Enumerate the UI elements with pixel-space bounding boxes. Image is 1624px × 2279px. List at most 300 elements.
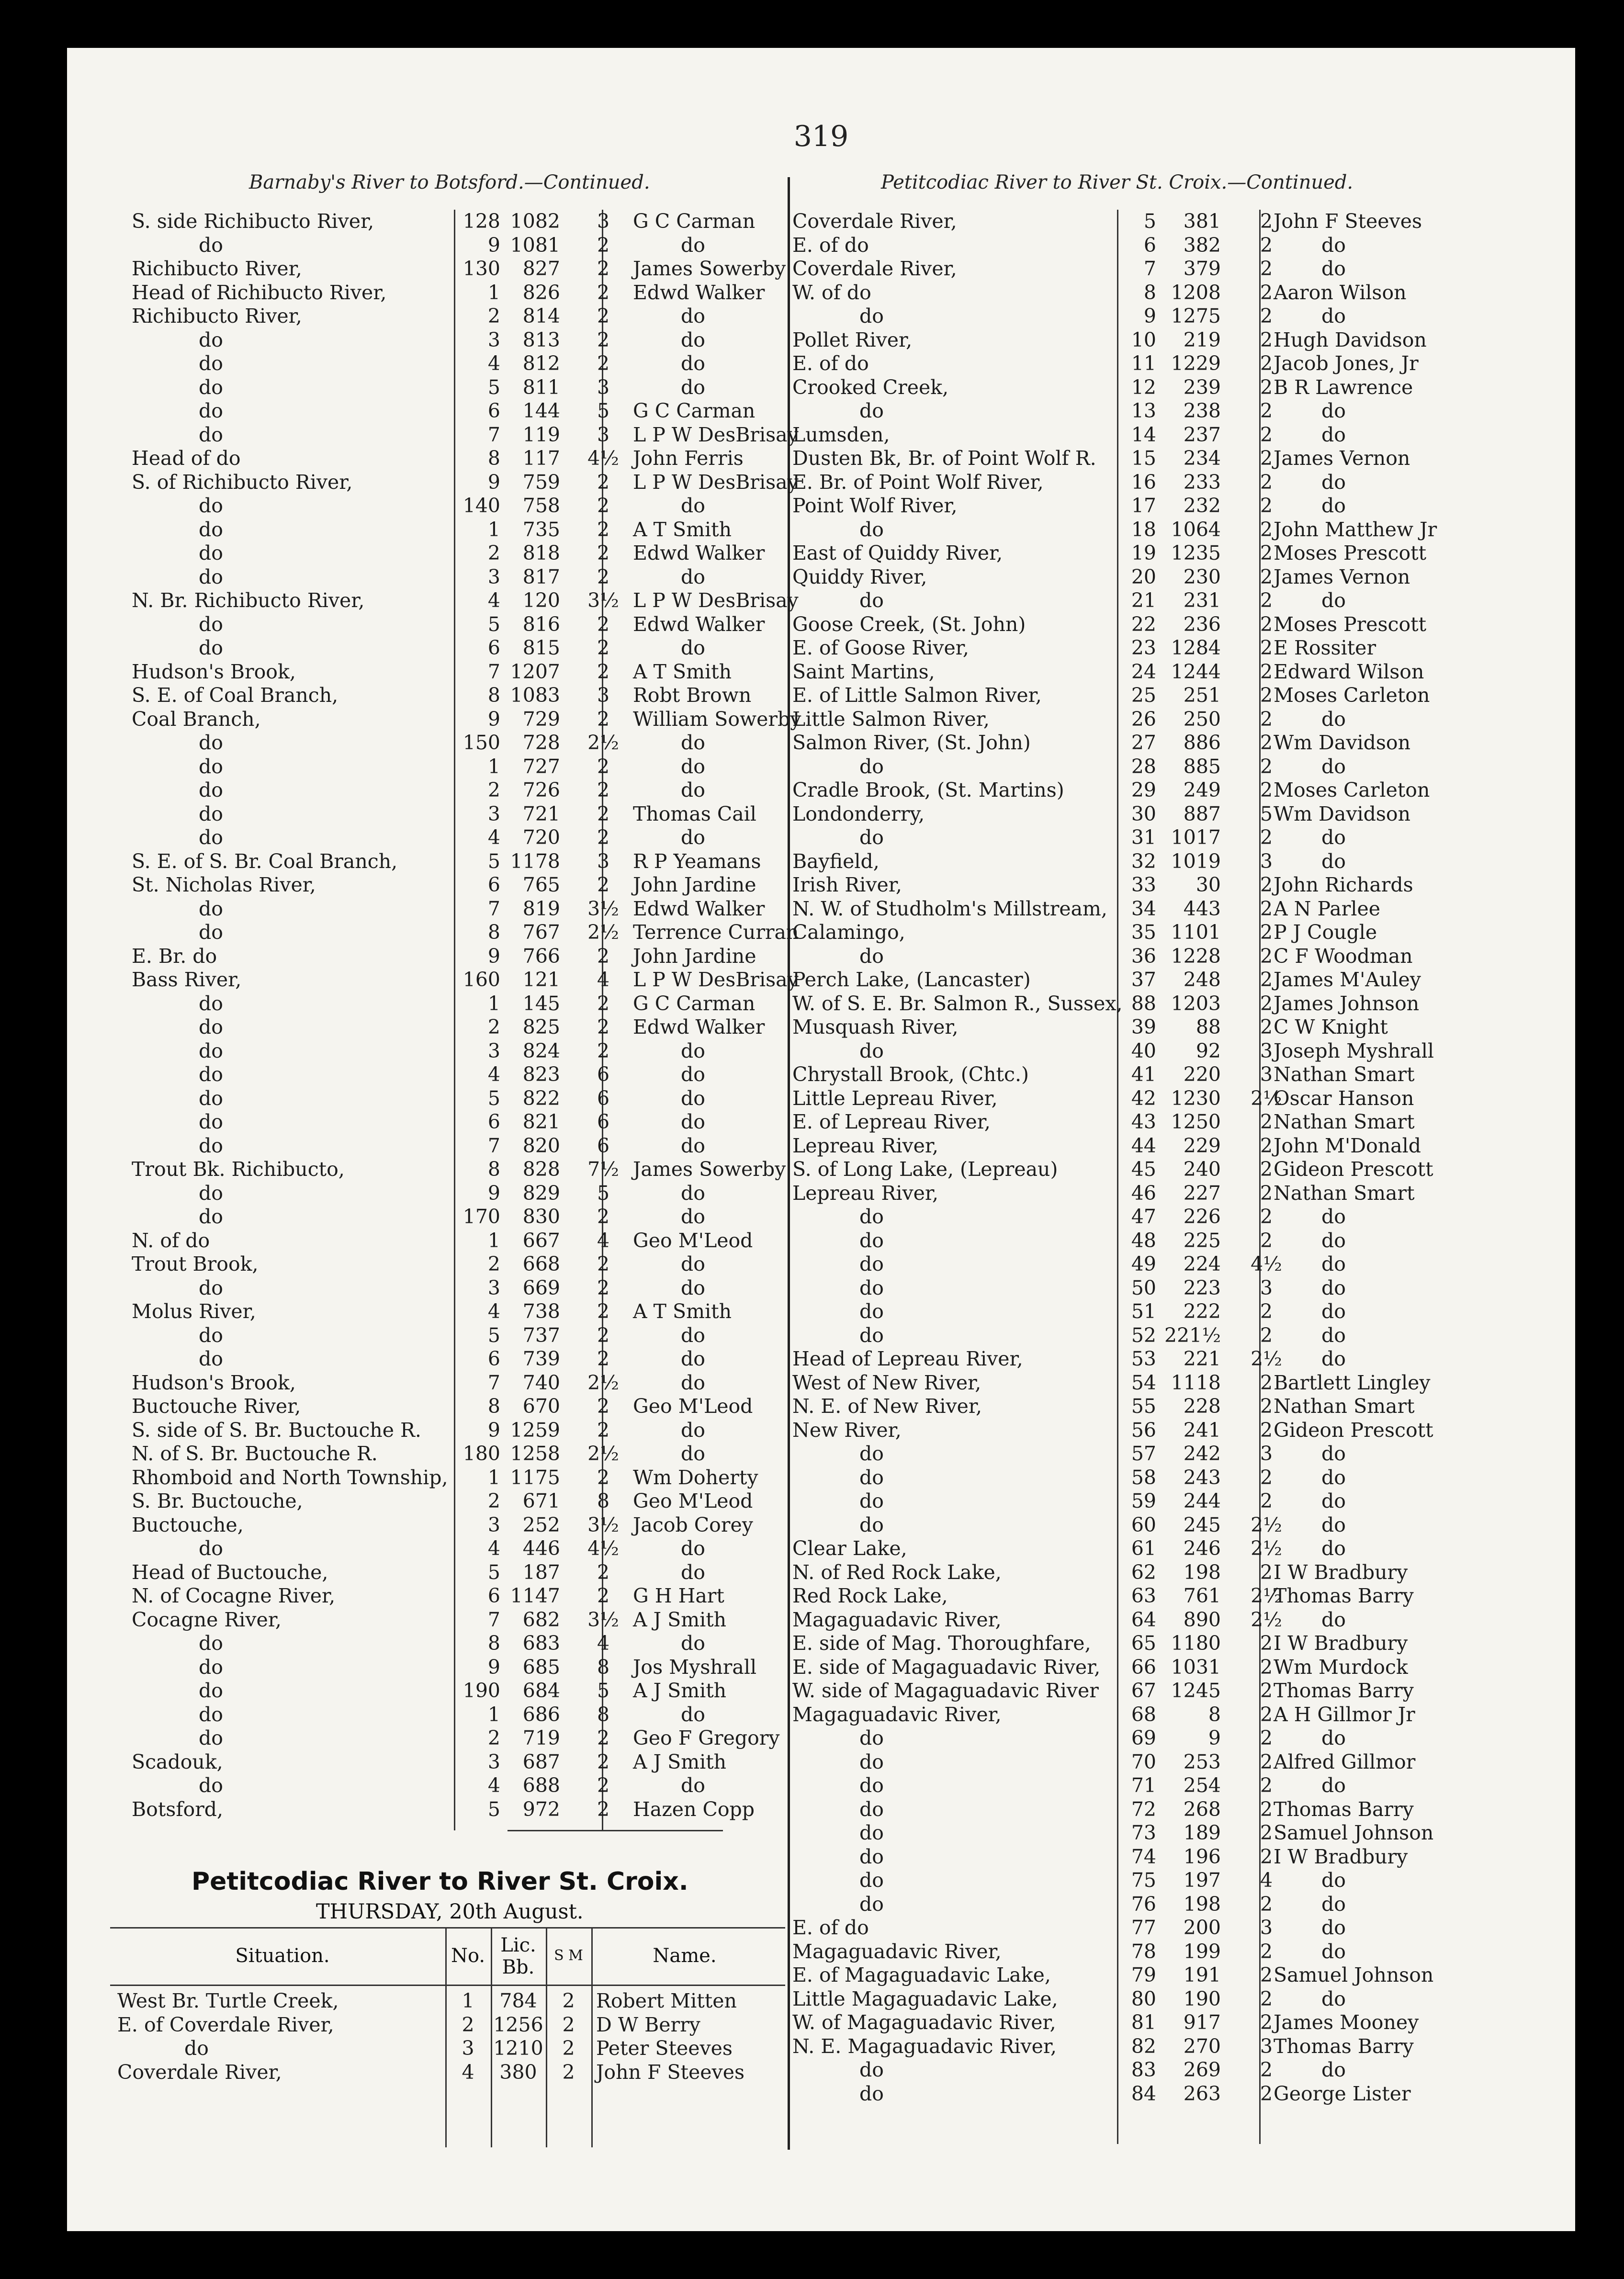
square-miles: 2 (597, 1300, 610, 1323)
licensee-name: Gideon Prescott (1274, 1418, 1433, 1442)
lot-number: 59 (1131, 1489, 1156, 1512)
licensee-name: Alfred Gillmor (1274, 1750, 1416, 1773)
register-row (67, 1324, 1575, 1347)
lot-number: 28 (1131, 755, 1156, 778)
situation: do (199, 802, 223, 825)
lot-number: 75 (1131, 1869, 1156, 1892)
lot-number: 66 (1131, 1655, 1156, 1679)
situation: do (859, 1726, 884, 1749)
situation: do (184, 2037, 209, 2060)
licensee-name: do (681, 1442, 705, 1465)
lot-number: 1 (487, 1466, 500, 1489)
license-book: 243 (1183, 1466, 1221, 1489)
license-book: 88 (1195, 1015, 1221, 1038)
square-miles: 2 (597, 305, 610, 327)
licensee-name: do (681, 328, 705, 351)
license-book: 668 (522, 1252, 560, 1275)
situation: Goose Creek, (St. John) (792, 612, 1026, 636)
licensee-name: do (681, 1086, 705, 1110)
situation: Rhomboid and North Township, (132, 1466, 448, 1489)
license-book: 735 (522, 518, 560, 541)
licensee-name: James Sowerby (633, 1158, 786, 1181)
situation: do (199, 494, 223, 517)
square-miles: 2 (1260, 470, 1273, 494)
register-row (67, 636, 1575, 660)
situation: Musquash River, (792, 1015, 959, 1038)
situation: do (199, 565, 223, 588)
square-miles: 2 (1260, 423, 1273, 446)
license-book: 825 (522, 1015, 560, 1038)
situation: do (199, 612, 223, 636)
situation: do (859, 1489, 884, 1512)
register-row (67, 873, 1575, 897)
license-book: 200 (1183, 1916, 1221, 1939)
lot-number: 9 (487, 944, 500, 968)
licensee-name: I W Bradbury (1274, 1632, 1408, 1655)
lot-number: 30 (1131, 802, 1156, 825)
lot-number: 37 (1131, 968, 1156, 991)
license-book: 685 (522, 1655, 560, 1679)
header-name: Name. (653, 1945, 717, 1967)
lot-number: 81 (1131, 2011, 1156, 2034)
situation: Magaguadavic River, (792, 1608, 1002, 1631)
square-miles: 2 (597, 352, 610, 375)
license-book: 254 (1183, 1774, 1221, 1797)
licensee-name: do (681, 1134, 705, 1157)
license-book: 1064 (1171, 518, 1221, 541)
licensee-name: do (681, 731, 705, 754)
register-row (67, 945, 1575, 968)
square-miles: 6 (597, 1086, 610, 1110)
licensee-name: do (1321, 399, 1346, 422)
square-miles: 2 (1260, 897, 1273, 920)
licensee-name: Edwd Walker (633, 612, 765, 636)
lot-number: 25 (1131, 684, 1156, 707)
license-book: 686 (522, 1703, 560, 1726)
situation: Salmon River, (St. John) (792, 731, 1031, 754)
licensee-name: do (681, 1276, 705, 1299)
situation: do (859, 399, 884, 422)
lot-number: 15 (1131, 447, 1156, 470)
square-miles: 2 (1260, 944, 1273, 968)
license-book: 813 (522, 328, 560, 351)
situation: Head of Richibucto River, (132, 281, 387, 304)
license-book: 189 (1183, 1821, 1221, 1844)
licensee-name: John Jardine (633, 873, 756, 896)
licensee-name: James Vernon (1274, 565, 1410, 588)
square-miles: 2½ (587, 1371, 619, 1394)
licensee-name: do (1321, 423, 1346, 446)
lot-number: 140 (462, 494, 500, 517)
register-row (67, 1513, 1575, 1537)
register-row (67, 1252, 1575, 1276)
register-row (67, 1395, 1575, 1418)
situation: do (199, 233, 223, 257)
square-miles: 2 (597, 1560, 610, 1584)
license-book: 250 (1183, 707, 1221, 731)
license-book: 119 (522, 423, 560, 446)
situation: do (859, 2082, 884, 2105)
situation: Little Lepreau River, (792, 1086, 998, 1110)
situation: do (859, 1442, 884, 1465)
register-row (67, 1276, 1575, 1300)
license-book: 1082 (510, 210, 560, 233)
licensee-name: Nathan Smart (1274, 1110, 1415, 1133)
license-book: 687 (522, 1750, 560, 1773)
licensee-name: Terrence Curran (633, 921, 799, 944)
lot-number: 128 (462, 210, 500, 233)
situation: do (199, 1181, 223, 1205)
square-miles: 2 (597, 1205, 610, 1228)
situation: do (859, 1039, 884, 1062)
license-book: 379 (1183, 257, 1221, 280)
licensee-name: John Ferris (633, 447, 744, 470)
situation: Head of Buctouche, (132, 1560, 328, 1584)
register-page (67, 48, 1575, 2231)
situation: do (199, 1323, 223, 1347)
lot-number: 6 (487, 1347, 500, 1370)
licensee-name: do (1321, 1466, 1346, 1489)
register-row (67, 2011, 1575, 2034)
licensee-name: do (681, 755, 705, 778)
situation: do (859, 1252, 884, 1275)
situation: do (859, 1276, 884, 1299)
lot-number: 70 (1131, 1750, 1156, 1773)
lot-number: 9 (487, 707, 500, 731)
situation: West Br. Turtle Creek, (117, 1989, 339, 2012)
license-book: 972 (522, 1797, 560, 1821)
lot-number: 54 (1131, 1371, 1156, 1394)
lot-number: 9 (1143, 305, 1156, 327)
register-row (67, 1608, 1575, 1632)
licensee-name: do (1321, 1300, 1346, 1323)
situation: do (199, 636, 223, 659)
licensee-name: do (681, 1347, 705, 1370)
page-number: 319 (793, 120, 849, 153)
license-book: 784 (499, 1989, 537, 2012)
register-row (67, 755, 1575, 778)
register-row (67, 968, 1575, 992)
situation: do (199, 1015, 223, 1038)
situation: do (199, 1039, 223, 1062)
license-book: 198 (1183, 1560, 1221, 1584)
licensee-name: James Mooney (1274, 2011, 1419, 2034)
situation: do (859, 518, 884, 541)
license-book: 829 (522, 1181, 560, 1205)
register-row (67, 992, 1575, 1015)
lot-number: 45 (1131, 1158, 1156, 1181)
lot-number: 17 (1131, 494, 1156, 517)
square-miles: 2 (1260, 1466, 1273, 1489)
license-book: 230 (1183, 565, 1221, 588)
situation: Little Salmon River, (792, 707, 990, 731)
lot-number: 52 (1131, 1323, 1156, 1347)
situation: East of Quiddy River, (792, 542, 1003, 564)
lot-number: 23 (1131, 636, 1156, 659)
lot-number: 5 (487, 612, 500, 636)
licensee-name: do (681, 1110, 705, 1133)
lot-number: 13 (1131, 399, 1156, 422)
square-miles: 2 (597, 1323, 610, 1347)
license-book: 226 (1183, 1205, 1221, 1228)
square-miles: 2 (1260, 1845, 1273, 1868)
lot-number: 82 (1131, 2034, 1156, 2058)
register-row (67, 1205, 1575, 1229)
lot-number: 7 (487, 1134, 500, 1157)
register-row (67, 494, 1575, 518)
situation: S. E. of Coal Branch, (132, 684, 338, 707)
square-miles: 3 (1260, 1916, 1273, 1939)
square-miles: 2 (1260, 1110, 1273, 1133)
lot-number: 77 (1131, 1916, 1156, 1939)
license-book: 237 (1183, 423, 1221, 446)
lot-number: 3 (487, 328, 500, 351)
license-book: 1229 (1171, 352, 1221, 375)
register-row (67, 708, 1575, 731)
situation: do (199, 1110, 223, 1133)
licensee-name: do (681, 494, 705, 517)
licensee-name: do (681, 305, 705, 327)
square-miles: 2 (1260, 1489, 1273, 1512)
situation: S. side Richibucto River, (132, 210, 374, 233)
square-miles: 4 (597, 1632, 610, 1655)
lot-number: 6 (487, 1584, 500, 1607)
licensee-name: do (1321, 1489, 1346, 1512)
square-miles: 2 (1260, 968, 1273, 991)
register-row (67, 660, 1575, 684)
license-book: 234 (1183, 447, 1221, 470)
situation: Buctouche, (132, 1513, 244, 1536)
lot-number: 180 (462, 1442, 500, 1465)
lot-number: 48 (1131, 1229, 1156, 1252)
licensee-name: John M'Donald (1274, 1134, 1421, 1157)
lot-number: 57 (1131, 1442, 1156, 1465)
licensee-name: James Sowerby (633, 257, 786, 280)
square-miles: 2 (1260, 992, 1273, 1015)
square-miles: 2½ (1251, 1086, 1282, 1110)
lot-number: 1 (487, 518, 500, 541)
licensee-name: Wm Doherty (633, 1466, 758, 1489)
square-miles: 2 (1260, 565, 1273, 588)
license-book: 684 (522, 1679, 560, 1702)
lot-number: 12 (1131, 375, 1156, 399)
licensee-name: G H Hart (633, 1584, 724, 1607)
square-miles: 2 (1260, 1797, 1273, 1821)
lot-number: 7 (487, 1371, 500, 1394)
situation: Dusten Bk, Br. of Point Wolf R. (792, 447, 1096, 470)
license-book: 917 (1183, 2011, 1221, 2034)
situation: E. of Magaguadavic Lake, (792, 1963, 1051, 1986)
situation: Red Rock Lake, (792, 1584, 948, 1607)
lot-number: 16 (1131, 470, 1156, 494)
situation: E. Br. do (132, 944, 217, 968)
licensee-name: Nathan Smart (1274, 1181, 1415, 1205)
licensee-name: John F Steeves (596, 2060, 745, 2084)
licensee-name: I W Bradbury (1274, 1560, 1408, 1584)
register-row (67, 1158, 1575, 1181)
square-miles: 2 (1260, 1205, 1273, 1228)
lot-number: 26 (1131, 707, 1156, 731)
situation: New River, (792, 1418, 902, 1442)
licensee-name: do (681, 352, 705, 375)
situation: Clear Lake, (792, 1537, 907, 1560)
square-miles: 2 (1260, 2082, 1273, 2105)
licensee-name: B R Lawrence (1274, 375, 1413, 399)
situation: Trout Bk. Richibucto, (132, 1158, 345, 1181)
register-row (67, 921, 1575, 944)
licensee-name: do (681, 1703, 705, 1726)
situation: Coverdale River, (792, 257, 957, 280)
lot-number: 29 (1131, 778, 1156, 801)
license-book: 381 (1183, 210, 1221, 233)
lot-number: 47 (1131, 1205, 1156, 1228)
license-book: 739 (522, 1347, 560, 1370)
situation: do (199, 518, 223, 541)
licensee-name: do (1321, 233, 1346, 257)
left-running-heading: Barnaby's River to Botsford.—Continued. (249, 171, 650, 193)
license-book: 1258 (510, 1442, 560, 1465)
licensee-name: do (1321, 1774, 1346, 1797)
lot-number: 49 (1131, 1252, 1156, 1275)
license-book: 239 (1183, 375, 1221, 399)
situation: do (859, 1513, 884, 1536)
licensee-name: do (1321, 1869, 1346, 1892)
square-miles: 2 (562, 2037, 575, 2060)
register-row (67, 802, 1575, 826)
lot-number: 65 (1131, 1632, 1156, 1655)
lot-number: 1 (487, 281, 500, 304)
license-book: 236 (1183, 612, 1221, 636)
situation: do (859, 1750, 884, 1773)
square-miles: 3½ (587, 1513, 619, 1536)
licensee-name: do (1321, 1347, 1346, 1370)
situation: Bayfield, (792, 849, 880, 873)
square-miles: 2 (597, 660, 610, 683)
register-row (67, 234, 1575, 257)
licensee-name: William Sowerby (633, 707, 801, 731)
lot-number: 74 (1131, 1845, 1156, 1868)
licensee-name: Hazen Copp (633, 1797, 755, 1821)
square-miles: 2 (597, 518, 610, 541)
licensee-name: James Johnson (1274, 992, 1420, 1015)
situation: do (859, 1229, 884, 1252)
licensee-name: A J Smith (633, 1608, 727, 1631)
situation: Coal Branch, (132, 707, 261, 731)
situation: N. of Red Rock Lake, (792, 1560, 1002, 1584)
register-row (67, 1963, 1575, 1987)
square-miles: 2 (1260, 210, 1273, 233)
register-row (67, 328, 1575, 352)
square-miles: 2 (1260, 281, 1273, 304)
license-book: 238 (1183, 399, 1221, 422)
situation: do (199, 1086, 223, 1110)
square-miles: 8 (597, 1489, 610, 1512)
lot-number: 6 (1143, 233, 1156, 257)
lot-number: 8 (487, 1395, 500, 1418)
licensee-name: do (1321, 1916, 1346, 1939)
square-miles: 2 (597, 1015, 610, 1038)
section-date: THURSDAY, 20th August. (316, 1900, 584, 1924)
situation: N. of S. Br. Buctouche R. (132, 1442, 378, 1465)
square-miles: 2 (1260, 1395, 1273, 1418)
register-row (67, 1466, 1575, 1489)
lot-number: 190 (462, 1679, 500, 1702)
lot-number: 3 (487, 1039, 500, 1062)
square-miles: 2 (1260, 1892, 1273, 1916)
lot-number: 7 (487, 897, 500, 920)
lot-number: 31 (1131, 826, 1156, 849)
lot-number: 8 (487, 921, 500, 944)
register-row (67, 423, 1575, 447)
square-miles: 2 (597, 233, 610, 257)
situation: N. of do (132, 1229, 210, 1252)
register-row (67, 1869, 1575, 1892)
lot-number: 32 (1131, 849, 1156, 873)
register-row (67, 1039, 1575, 1063)
register-row (67, 1489, 1575, 1513)
square-miles: 6 (597, 1063, 610, 1086)
license-book: 268 (1183, 1797, 1221, 1821)
situation: do (199, 1632, 223, 1655)
situation: Buctouche River, (132, 1395, 301, 1418)
lot-number: 1 (487, 1229, 500, 1252)
licensee-name: Edwd Walker (633, 1015, 765, 1038)
square-miles: 2 (562, 1989, 575, 2012)
situation: do (199, 1537, 223, 1560)
license-book: 818 (522, 542, 560, 564)
square-miles: 2 (597, 826, 610, 849)
situation: do (199, 1774, 223, 1797)
register-row (67, 518, 1575, 542)
situation: N. E. of New River, (792, 1395, 982, 1418)
licensee-name: Thomas Barry (1274, 1584, 1414, 1607)
header-lic: Lic. Bb. (500, 1934, 536, 1978)
square-miles: 2 (1260, 399, 1273, 422)
register-row (67, 471, 1575, 494)
licensee-name: I W Bradbury (1274, 1845, 1408, 1868)
licensee-name: John Jardine (633, 944, 756, 968)
licensee-name: Jos Myshrall (633, 1655, 757, 1679)
situation: do (199, 921, 223, 944)
licensee-name: R P Yeamans (633, 849, 761, 873)
lot-number: 2 (487, 305, 500, 327)
license-book: 823 (522, 1063, 560, 1086)
licensee-name: Geo M'Leod (633, 1395, 753, 1418)
license-book: 120 (522, 589, 560, 612)
lot-number: 2 (487, 1015, 500, 1038)
licensee-name: do (1321, 494, 1346, 517)
square-miles: 2 (1260, 257, 1273, 280)
license-book: 826 (522, 281, 560, 304)
lot-number: 72 (1131, 1797, 1156, 1821)
license-book: 811 (522, 375, 560, 399)
situation: Richibucto River, (132, 305, 302, 327)
register-row (67, 565, 1575, 589)
situation: do (859, 2058, 884, 2081)
square-miles: 2½ (587, 1442, 619, 1465)
situation: Magaguadavic River, (792, 1703, 1002, 1726)
situation: Chrystall Brook, (Chtc.) (792, 1063, 1029, 1086)
licensee-name: do (681, 1632, 705, 1655)
license-book: 767 (522, 921, 560, 944)
situation: E. of do (792, 352, 869, 375)
license-book: 8 (1208, 1703, 1221, 1726)
situation: S. of Long Lake, (Lepreau) (792, 1158, 1058, 1181)
licensee-name: Moses Prescott (1274, 612, 1427, 636)
situation: E. Br. of Point Wolf River, (792, 470, 1044, 494)
license-book: 1203 (1171, 992, 1221, 1015)
situation: W. of S. E. Br. Salmon R., Sussex, (792, 992, 1123, 1015)
